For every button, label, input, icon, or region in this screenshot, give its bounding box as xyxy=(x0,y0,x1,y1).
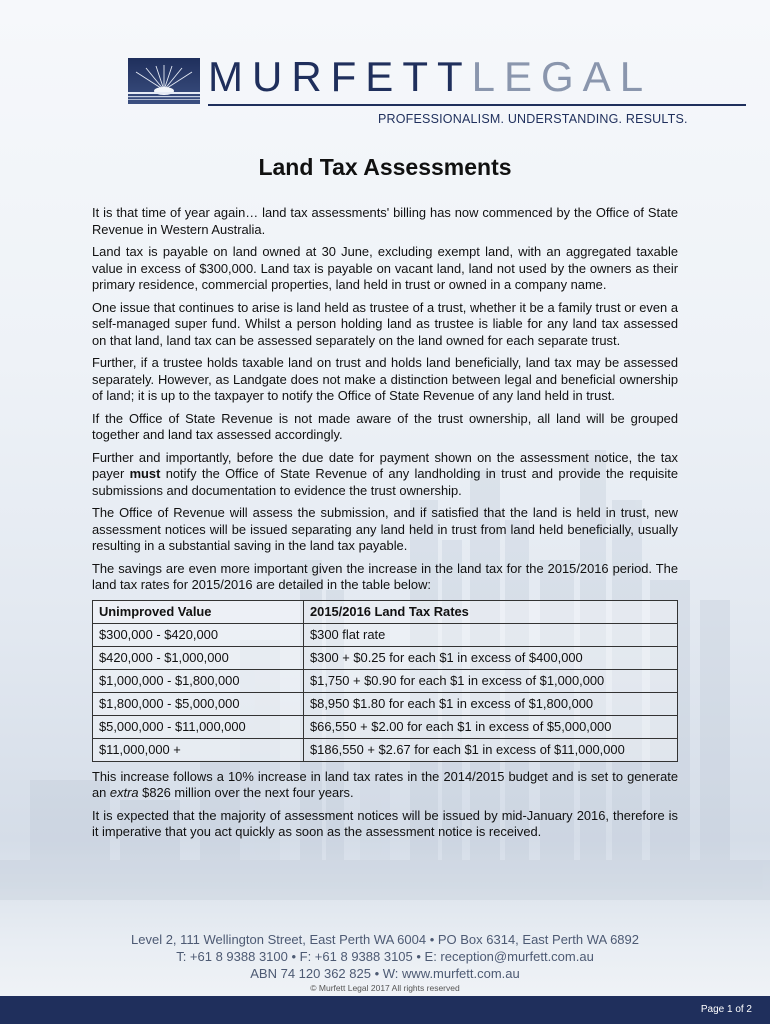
column-header: Unimproved Value xyxy=(93,600,304,623)
document-title: Land Tax Assessments xyxy=(258,154,512,180)
table-row xyxy=(93,623,678,646)
document-body xyxy=(92,205,678,847)
paragraph: One issue that continues to arise is land held as trustee of a trust, whether it be a family trust or even a self-managed super fund. Whilst a person holding land as trustee is liable for any land tax assessed on that land, land tax can be assessed separately on the land owned for each separate trust. xyxy=(92,299,678,348)
footer-abn-website: ABN 74 120 362 825 • W: www.murfett.com.au xyxy=(250,966,520,981)
firm-name: MURFETTLEGAL xyxy=(208,53,653,100)
emphasis-extra: extra xyxy=(109,785,139,801)
column-header: 2015/2016 Land Tax Rates xyxy=(304,600,678,623)
emphasis-must: must xyxy=(129,466,161,482)
table-row xyxy=(93,692,678,715)
footer-bar xyxy=(0,996,770,1024)
table-cell: $1,800,000 - $5,000,000 xyxy=(93,692,304,715)
logo-divider xyxy=(208,104,746,106)
table-row xyxy=(93,738,678,761)
paragraph: Further, if a trustee holds taxable land on trust and holds land beneficially, land tax may be assessed separately. However, as Landgate does not make a distinction between legal and beneficial ownership of land; it is up to the taxpayer to notify the Office of State Revenue of any land held in trust. xyxy=(92,355,678,404)
footer-phone-email: T: +61 8 9388 3100 • F: +61 8 9388 3105 • E: reception@murfett.com.au xyxy=(176,949,594,964)
sunrise-logo-icon xyxy=(128,58,200,104)
firm-tagline: PROFESSIONALISM. UNDERSTANDING. RESULTS. xyxy=(378,112,688,126)
table-cell: $11,000,000 + xyxy=(93,738,304,761)
copyright-notice: © Murfett Legal 2017 All rights reserved xyxy=(310,983,460,993)
table-cell: $420,000 - $1,000,000 xyxy=(93,646,304,669)
paragraph: The Office of Revenue will assess the submission, and if satisfied that the land is held in trust, new assessment notices will be issued separating any land held in trust from land held beneficially, usually resulting in a substantial saving in the land tax payable. xyxy=(92,505,678,554)
table-cell: $5,000,000 - $11,000,000 xyxy=(93,715,304,738)
table-cell: $300 flat rate xyxy=(304,623,678,646)
table-row xyxy=(93,646,678,669)
table-cell: $8,950 $1.80 for each $1 in excess of $1,800,000 xyxy=(304,692,678,715)
table-cell: $66,550 + $2.00 for each $1 in excess of $5,000,000 xyxy=(304,715,678,738)
table-cell: $186,550 + $2.67 for each $1 in excess of $11,000,000 xyxy=(304,738,678,761)
table-cell: $300,000 - $420,000 xyxy=(93,623,304,646)
land-tax-rates-table xyxy=(92,600,678,762)
table-cell: $1,000,000 - $1,800,000 xyxy=(93,669,304,692)
table-row xyxy=(93,715,678,738)
contact-footer xyxy=(0,931,770,982)
paragraph: It is expected that the majority of assessment notices will be issued by mid-January 2016, therefore is it imperative that you act quickly as soon as the assessment notice is received. xyxy=(92,807,678,840)
paragraph: Further and importantly, before the due date for payment shown on the assessment notice, the tax payer must notify the Office of State Revenue of any landholding in trust and provide the requisite submissions and documentation to evidence the trust ownership. xyxy=(92,449,678,498)
table-cell: $1,750 + $0.90 for each $1 in excess of $1,000,000 xyxy=(304,669,678,692)
table-header-row xyxy=(93,600,678,623)
paragraph: It is that time of year again… land tax assessments' billing has now commenced by the Office of State Revenue in Western Australia. xyxy=(92,205,678,237)
paragraph: The savings are even more important given the increase in the land tax for the 2015/2016 period. The land tax rates for 2015/2016 are detailed in the table below: xyxy=(92,560,678,593)
paragraph: If the Office of State Revenue is not made aware of the trust ownership, all land will be grouped together and land tax assessed accordingly. xyxy=(92,410,678,443)
page-number: Page 1 of 2 xyxy=(700,1004,752,1015)
footer-address: Level 2, 111 Wellington Street, East Perth WA 6004 • PO Box 6314, East Perth WA 6892 xyxy=(131,932,639,947)
table-row xyxy=(93,669,678,692)
table-cell: $300 + $0.25 for each $1 in excess of $400,000 xyxy=(304,646,678,669)
paragraph: Land tax is payable on land owned at 30 June, excluding exempt land, with an aggregated taxable value in excess of $300,000. Land tax is payable on vacant land, land not used by the owners as their primary residence, commercial properties, land held in trust or owned in a company name. xyxy=(92,243,678,293)
paragraph: This increase follows a 10% increase in land tax rates in the 2014/2015 budget and is set to generate an extra $826 million over the next four years. xyxy=(92,768,678,801)
